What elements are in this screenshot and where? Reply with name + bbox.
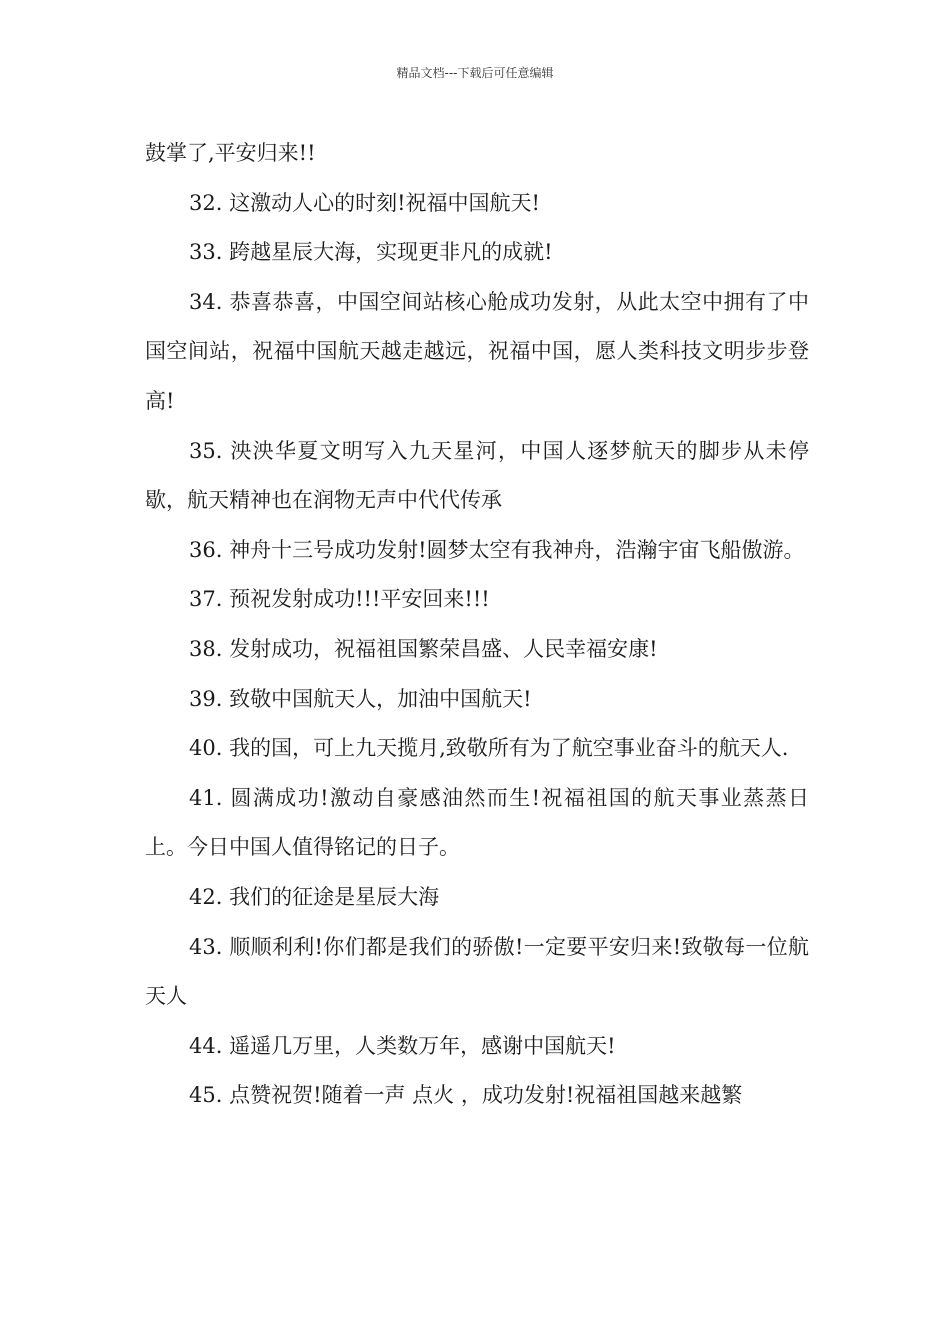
list-item: 38. 发射成功，祝福祖国繁荣昌盛、人民幸福安康! <box>189 636 658 661</box>
list-item: 41. 圆满成功!激动自豪感油然而生!祝福祖国的航天事业蒸蒸日上。今日中国人值得铭记的日子。 <box>145 785 809 860</box>
list-item: 40. 我的国，可上九天揽月,致敬所有为了航空事业奋斗的航天人. <box>189 736 789 761</box>
document-body <box>145 129 809 1121</box>
list-item: 36. 神舟十三号成功发射!圆梦太空有我神舟，浩瀚宇宙飞船傲游。 <box>189 537 805 562</box>
list-item: 39. 致敬中国航天人，加油中国航天! <box>189 686 532 711</box>
page-header: 精品文档---下载后可任意编辑 <box>396 66 554 80</box>
paragraph: 鼓掌了,平安归来!! <box>145 141 316 165</box>
list-item: 45. 点赞祝贺!随着一声 点火 ，成功发射!祝福祖国越来越繁 <box>189 1083 743 1108</box>
list-item: 43. 顺顺利利!你们都是我们的骄傲!一定要平安归来!致敬每一位航天人 <box>145 934 809 1009</box>
list-item: 37. 预祝发射成功!!!平安回来!!! <box>189 587 490 612</box>
list-item: 34. 恭喜恭喜，中国空间站核心舱成功发射，从此太空中拥有了中国空间站，祝福中国航天越走越远，祝福中国，愿人类科技文明步步登高! <box>145 289 809 413</box>
list-item: 44. 遥遥几万里，人类数万年，感谢中国航天! <box>189 1033 616 1058</box>
list-item: 32. 这激动人心的时刻!祝福中国航天! <box>189 190 540 215</box>
list-item: 33. 跨越星辰大海，实现更非凡的成就! <box>189 240 553 265</box>
list-item: 35. 泱泱华夏文明写入九天星河，中国人逐梦航天的脚步从未停歇，航天精神也在润物无声中代代传承 <box>145 438 809 513</box>
list-item: 42. 我们的征途是星辰大海 <box>189 884 440 909</box>
